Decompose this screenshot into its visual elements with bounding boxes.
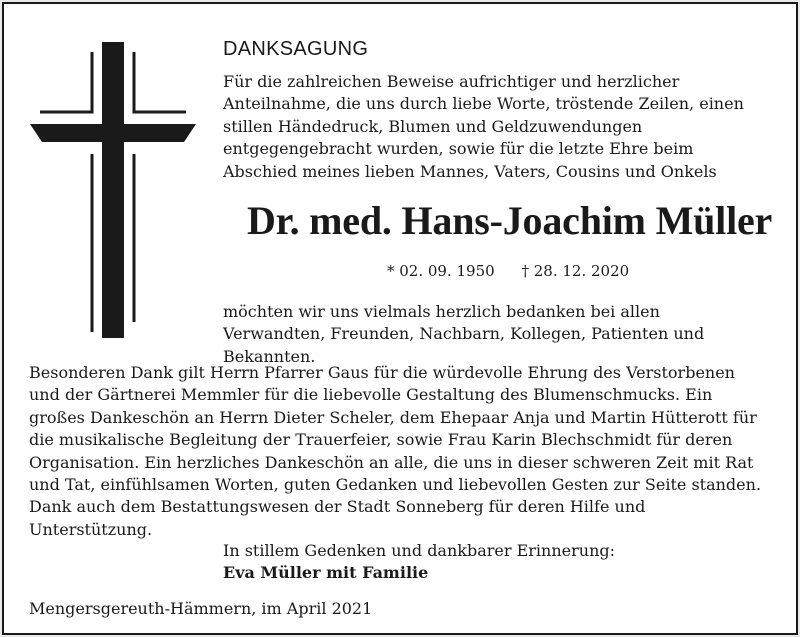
signature: Eva Müller mit Familie xyxy=(223,563,429,582)
obituary-notice xyxy=(2,2,798,635)
cross-icon xyxy=(30,42,198,338)
life-dates xyxy=(387,262,629,280)
special-thanks-text: Besonderen Dank gilt Herrn Pfarrer Gaus für die würdevolle Ehrung des Verstorbenen und der Gärtnerei Memmler für die liebevolle Gestaltung des Blumenschmucks. Ein großes Dankeschön an Herrn Dieter Scheler, dem Ehepaar Anja und Martin Hütterott für die musikalische Begleitung der Trauerfeier, sowie Frau Karin Blechschmidt für deren Organisation. Ein herzliches Dankeschön an alle, die uns in dieser schweren Zeit mit Rat und Tat, einfühlsamen Worten, guten Gedanken und liebevollen Gesten zur Seite standen. Dank auch dem Bestattungswesen der Stadt Sonneberg für deren Hilfe und Unterstützung. xyxy=(29,363,762,539)
intro-text: Für die zahlreichen Beweise aufrichtiger und herzlicher Anteilnahme, die uns durch liebe Worte, tröstende Zeilen, einen stillen Händedruck, Blumen und Geldzuwendungen entgegengebracht wurden, sowie für die letzte Ehre beim Abschied meines lieben Mannes, Vaters, Cousins und Onkels xyxy=(223,72,744,181)
deceased-name: Dr. med. Hans-Joachim Müller xyxy=(247,198,773,243)
birth-date: * 02. 09. 1950 xyxy=(387,262,495,280)
closing-line: In stillem Gedenken und dankbarer Erinnerung: xyxy=(223,541,616,560)
death-date: † 28. 12. 2020 xyxy=(521,262,630,280)
notice-heading: DANKSAGUNG xyxy=(223,38,369,60)
place-date: Mengersgereuth-Hämmern, im April 2021 xyxy=(29,599,373,618)
thanks-text: möchten wir uns vielmals herzlich bedanken bei allen Verwandten, Freunden, Nachbarn, Kollegen, Patienten und Bekannten. xyxy=(223,302,705,366)
